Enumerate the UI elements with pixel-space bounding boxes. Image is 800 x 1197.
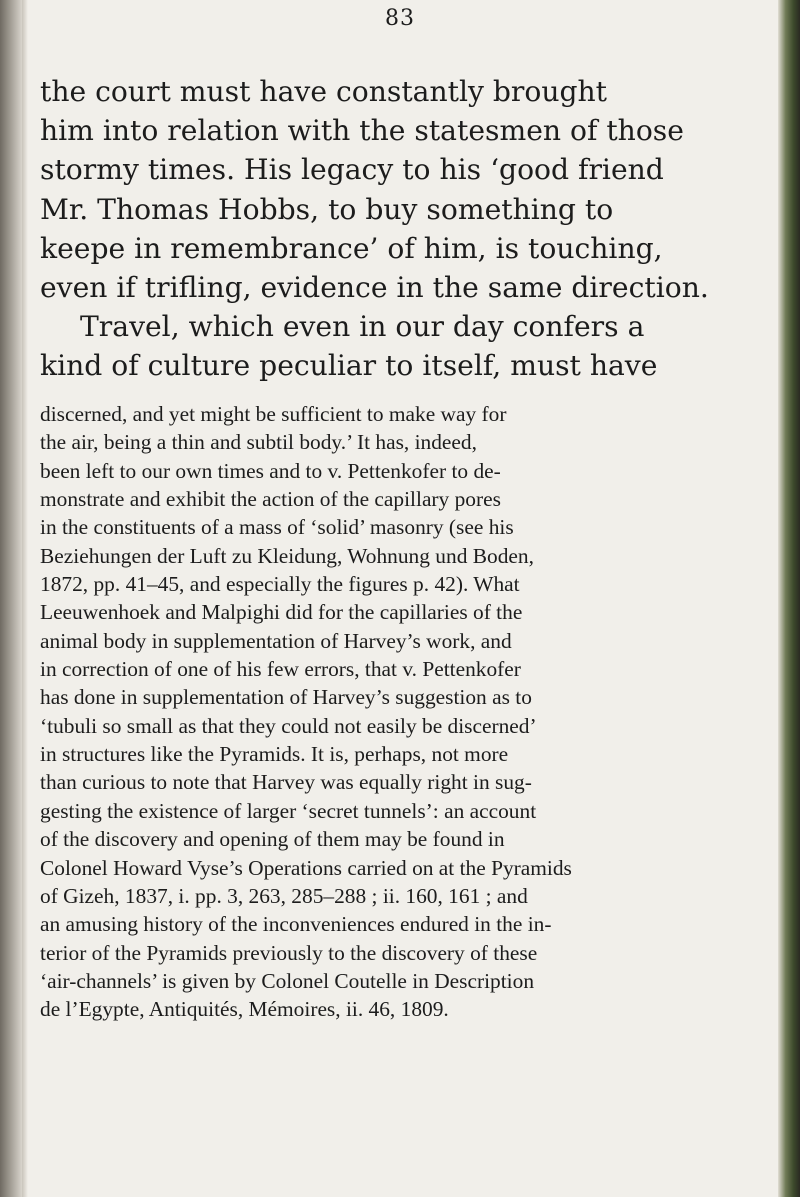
text-line: kind of culture peculiar to itself, must have <box>40 349 658 383</box>
footnote-line: in correction of one of his few errors, that v. Pettenkofer <box>40 657 521 682</box>
footnote-block <box>40 400 760 1024</box>
footnote-line: ‘tubuli so small as that they could not easily be discerned’ <box>40 713 537 738</box>
footnote-line: the air, being a thin and subtil body.’ It has, indeed, <box>40 430 477 455</box>
footnote-line: than curious to note that Harvey was equally right in sug- <box>40 770 532 795</box>
footnote-line: in structures like the Pyramids. It is, perhaps, not more <box>40 742 509 767</box>
footnote-line: animal body in supplementation of Harvey’s work, and <box>40 628 512 653</box>
footnote-line: in the constituents of a mass of ‘solid’ masonry (see his <box>40 515 514 540</box>
footnote-line: Beziehungen der Luft zu Kleidung, Wohnung und Boden, <box>40 543 534 568</box>
footnote-line: of the discovery and opening of them may be found in <box>40 827 505 852</box>
text-line: keepe in remembrance’ of him, is touching, <box>40 231 663 265</box>
text-line: him into relation with the statesmen of those <box>40 114 684 148</box>
text-line: Travel, which even in our day confers a <box>80 310 645 344</box>
footnote-line: Colonel Howard Vyse’s Operations carried on at the Pyramids <box>40 855 572 880</box>
right-binding-edge <box>778 0 800 1197</box>
left-binding-shadow <box>0 0 22 1197</box>
footnote-line: has done in supplementation of Harvey’s suggestion as to <box>40 685 532 710</box>
left-page-edge <box>22 0 28 1197</box>
footnote-line: 1872, pp. 41–45, and especially the figures p. 42). What <box>40 572 520 597</box>
text-line: the court must have constantly brought <box>40 75 608 108</box>
main-paragraph <box>40 72 760 386</box>
footnote-line: monstrate and exhibit the action of the capillary pores <box>40 487 501 512</box>
footnote-line: an amusing history of the inconveniences endured in the in- <box>40 912 552 937</box>
footnote-line: de l’Egypte, Antiquités, Mémoires, ii. 46, 1809. <box>40 997 449 1022</box>
footnote-line: been left to our own times and to v. Pettenkofer to de- <box>40 458 501 483</box>
text-line: Mr. Thomas Hobbs, to buy something to <box>40 192 614 226</box>
text-line: even if trifling, evidence in the same direction. <box>40 271 709 305</box>
footnote-line: Leeuwenhoek and Malpighi did for the capillaries of the <box>40 600 523 625</box>
footnote-line: terior of the Pyramids previously to the discovery of these <box>40 940 538 965</box>
footnote-line: discerned, and yet might be sufficient to make way for <box>40 402 507 426</box>
text-line: stormy times. His legacy to his ‘good friend <box>40 153 664 187</box>
footnote-line: gesting the existence of larger ‘secret tunnels’: an account <box>40 798 537 823</box>
page-number: 83 <box>385 6 415 31</box>
footnote-line: ‘air-channels’ is given by Colonel Coutelle in Description <box>40 968 535 993</box>
footnote-line: of Gizeh, 1837, i. pp. 3, 263, 285–288 ; ii. 160, 161 ; and <box>40 883 528 908</box>
